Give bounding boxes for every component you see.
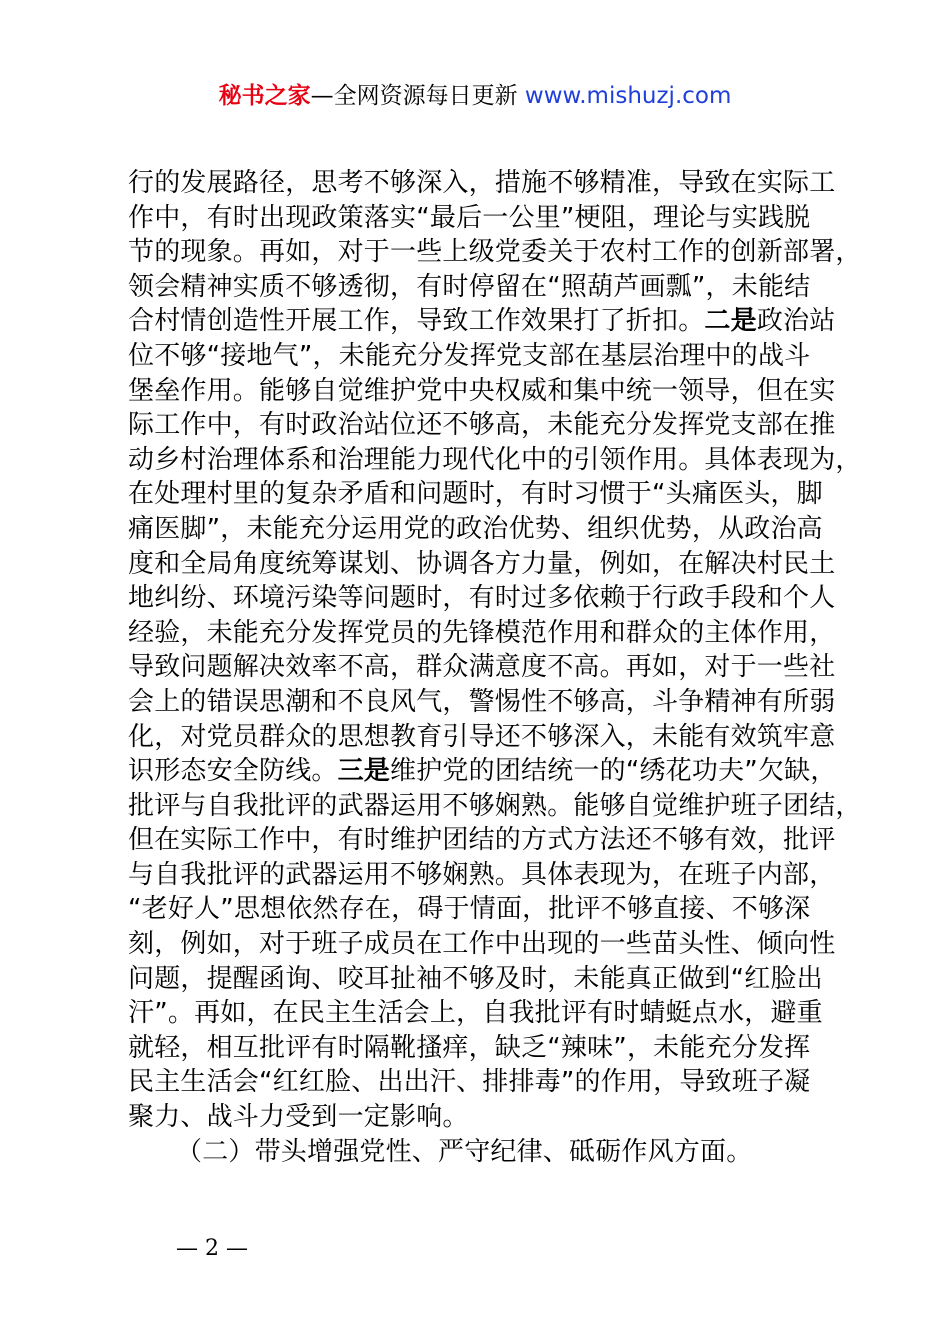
text-segment: 政治站 bbox=[756, 306, 836, 337]
document-body bbox=[128, 166, 862, 1169]
text-segment: 导致问题解决效率不高，群众满意度不高。再如，对于一些社 bbox=[128, 652, 836, 683]
text-line bbox=[128, 927, 848, 962]
text-segment: 际工作中，有时政治站位还不够高，未能充分发挥党支部在推 bbox=[128, 410, 836, 441]
text-segment: 堡垒作用。能够自觉维护党中央权威和集中统一领导，但在实 bbox=[128, 375, 836, 406]
text-line bbox=[128, 789, 862, 824]
text-line bbox=[128, 685, 848, 720]
text-segment: 批评与自我批评的武器运用不够娴熟。能够自觉维护班子团结， bbox=[128, 790, 862, 821]
bold-ordinal: 二是 bbox=[704, 306, 757, 337]
text-segment: 与自我批评的武器运用不够娴熟。具体表现为，在班子内部， bbox=[128, 859, 836, 890]
text-line bbox=[128, 547, 848, 582]
text-segment: 化，对党员群众的思想教育引导还不够深入，未能有效筑牢意 bbox=[128, 721, 836, 752]
text-line bbox=[128, 1065, 848, 1100]
text-segment: 在处理村里的复杂矛盾和问题时，有时习惯于“头痛医头，脚 bbox=[128, 479, 823, 510]
site-url-link[interactable]: www.mishuzj.com bbox=[524, 83, 732, 109]
text-line bbox=[128, 650, 848, 685]
text-segment: 领会精神实质不够透彻，有时停留在“照葫芦画瓢”，未能结 bbox=[128, 271, 811, 302]
text-line bbox=[128, 512, 848, 547]
text-line bbox=[128, 304, 848, 339]
text-line bbox=[128, 166, 848, 201]
section-heading-line bbox=[128, 1135, 848, 1170]
text-line bbox=[128, 892, 848, 927]
bold-ordinal: 三是 bbox=[337, 756, 391, 787]
text-segment: 经验，未能充分发挥党员的先锋模范作用和群众的主体作用， bbox=[128, 617, 836, 648]
text-segment: 就轻，相互批评有时隔靴搔痒，缺乏“辣味”，未能充分发挥 bbox=[128, 1032, 811, 1063]
brand-name: 秘书之家 bbox=[218, 83, 311, 109]
text-line bbox=[128, 477, 848, 512]
text-line bbox=[128, 616, 848, 651]
text-segment: “老好人”思想依然存在，碍于情面，批评不够直接、不够深 bbox=[128, 894, 811, 925]
text-segment: 度和全局角度统筹谋划、协调各方力量，例如，在解决村民土 bbox=[128, 548, 836, 579]
text-segment: 会上的错误思潮和不良风气，警惕性不够高，斗争精神有所弱 bbox=[128, 686, 836, 717]
text-segment: 刻，例如，对于班子成员在工作中出现的一些苗头性、倾向性 bbox=[128, 929, 836, 960]
text-line bbox=[128, 754, 848, 789]
text-segment: 识形态安全防线。 bbox=[128, 756, 338, 787]
text-line bbox=[128, 581, 848, 616]
text-line bbox=[128, 408, 848, 443]
text-line bbox=[128, 201, 848, 236]
text-segment: 行的发展路径，思考不够深入，措施不够精准，导致在实际工 bbox=[128, 168, 836, 198]
text-line bbox=[128, 270, 848, 305]
text-segment: （二）带头增强党性、严守纪律、砥砺作风方面。 bbox=[176, 1136, 753, 1167]
page-number: — 2 — bbox=[176, 1236, 248, 1261]
text-line bbox=[128, 235, 862, 270]
text-segment: 地纠纷、环境污染等问题时，有时过多依赖于行政手段和个人 bbox=[128, 583, 836, 614]
text-segment: 汗”。再如，在民主生活会上，自我批评有时蜻蜓点水，避重 bbox=[128, 998, 823, 1029]
text-segment: 合村情创造性开展工作，导致工作效果打了折扣。 bbox=[128, 306, 705, 337]
text-segment: 但在实际工作中，有时维护团结的方式方法还不够有效，批评 bbox=[128, 825, 836, 856]
text-line bbox=[128, 339, 848, 374]
text-segment: 动乡村治理体系和治理能力现代化中的引领作用。具体表现为， bbox=[128, 444, 862, 475]
site-banner bbox=[0, 80, 950, 112]
text-line bbox=[128, 823, 848, 858]
text-line bbox=[128, 858, 848, 893]
text-segment: 位不够“接地气”，未能充分发挥党支部在基层治理中的战斗 bbox=[128, 340, 811, 371]
text-segment: 痛医脚”，未能充分运用党的政治优势、组织优势，从政治高 bbox=[128, 513, 823, 544]
text-segment: 民主生活会“红红脸、出出汗、排排毒”的作用，导致班子凝 bbox=[128, 1067, 811, 1098]
text-line bbox=[128, 996, 848, 1031]
text-line bbox=[128, 1100, 848, 1135]
text-segment: 维护党的团结统一的“绣花功夫”欠缺， bbox=[390, 756, 837, 787]
text-segment: 节的现象。再如，对于一些上级党委关于农村工作的创新部署， bbox=[128, 237, 862, 268]
text-line bbox=[128, 374, 848, 409]
text-line bbox=[128, 720, 848, 755]
text-segment: 作中，有时出现政策落实“最后一公里”梗阻，理论与实践脱 bbox=[128, 202, 811, 233]
text-segment: 聚力、战斗力受到一定影响。 bbox=[128, 1102, 469, 1133]
text-segment: 问题，提醒函询、咬耳扯袖不够及时，未能真正做到“红脸出 bbox=[128, 963, 823, 994]
text-line bbox=[128, 962, 848, 997]
banner-tagline: —全网资源每日更新 bbox=[310, 83, 518, 109]
text-line bbox=[128, 1031, 848, 1066]
text-line bbox=[128, 443, 862, 478]
